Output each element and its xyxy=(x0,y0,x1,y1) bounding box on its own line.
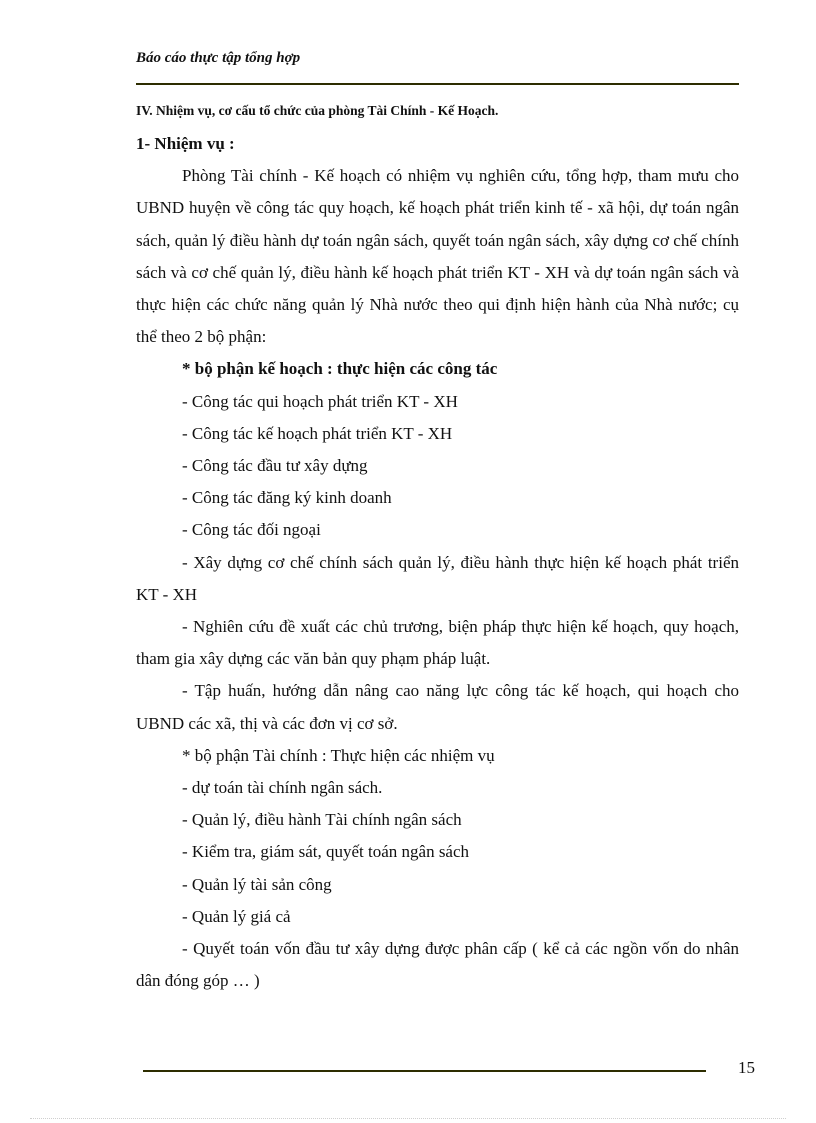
page-bottom-border xyxy=(30,1118,786,1119)
list-item: - Công tác kế hoạch phát triển KT - XH xyxy=(182,423,453,443)
list-paragraph: - Nghiên cứu đề xuất các chủ trương, biện pháp thực hiện kế hoạch, quy hoạch, tham gia xây dựng các văn bản quy phạm pháp luật. xyxy=(136,617,739,669)
list-item: - Quản lý, điều hành Tài chính ngân sách xyxy=(182,810,462,830)
planning-department-heading: * bộ phận kế hoạch : thực hiện các công tác xyxy=(182,359,498,379)
header-divider xyxy=(136,83,739,85)
list-item: - Công tác đối ngoại xyxy=(182,520,321,540)
list-paragraph: - Xây dựng cơ chế chính sách quản lý, điều hành thực hiện kế hoạch phát triển KT - XH xyxy=(136,552,739,604)
footer-divider xyxy=(143,1070,706,1072)
finance-department-heading: * bộ phận Tài chính : Thực hiện các nhiệm vụ xyxy=(182,745,495,765)
report-header-title: Báo cáo thực tập tổng hợp xyxy=(136,50,301,66)
list-item: - Công tác đăng ký kinh doanh xyxy=(182,488,392,508)
list-item: - Quản lý giá cả xyxy=(182,906,291,926)
list-paragraph: - Quyết toán vốn đầu tư xây dựng được phân cấp ( kể cả các ngồn vốn do nhân dân đóng góp … ) xyxy=(136,939,739,991)
document-body xyxy=(136,128,739,997)
list-item: - Công tác qui hoạch phát triển KT - XH xyxy=(182,391,458,411)
list-item: - dự toán tài chính ngân sách. xyxy=(182,778,383,798)
intro-paragraph: Phòng Tài chính - Kế hoạch có nhiệm vụ nghiên cứu, tổng hợp, tham mưu cho UBND huyện về công tác quy hoạch, kế hoạch phát triển kinh tế - xã hội, dự toán ngân sách, quản lý điều hành dự toán ngân sách, quyết toán ngân sách, xây dựng cơ chế chính sách và cơ chế quản lý, điều hành kế hoạch phát triển KT - XH và dự toán ngân sách và thực hiện các chức năng quản lý Nhà nước theo qui định hiện hành của Nhà nước; cụ thể theo 2 bộ phận: xyxy=(136,166,739,347)
section-heading: IV. Nhiệm vụ, cơ cấu tổ chức của phòng Tài Chính - Kế Hoạch. xyxy=(136,103,499,118)
list-paragraph: - Tập huấn, hướng dẫn nâng cao năng lực công tác kế hoạch, qui hoạch cho UBND các xã, thị và các đơn vị cơ sở. xyxy=(136,681,739,733)
list-item: - Kiểm tra, giám sát, quyết toán ngân sách xyxy=(182,842,470,862)
list-item: - Quản lý tài sản công xyxy=(182,874,332,894)
subheading-duties: 1- Nhiệm vụ : xyxy=(136,134,235,153)
list-item: - Công tác đầu tư xây dựng xyxy=(182,456,368,476)
page-number: 15 xyxy=(738,1058,755,1077)
